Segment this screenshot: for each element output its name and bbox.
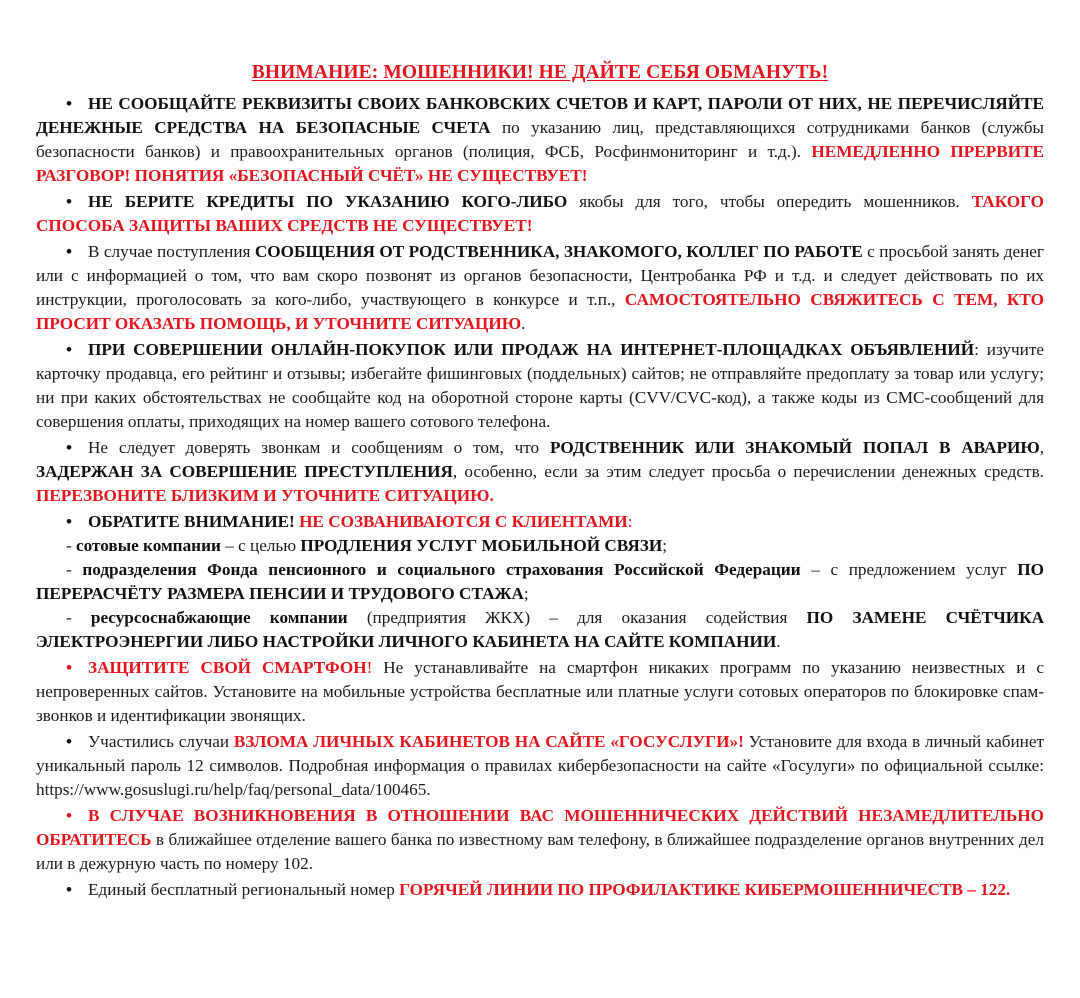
dash-item-utilities: - ресурсоснабжающие компании (предприятия ЖКХ) – для оказания содействия ПО ЗАМЕНЕ СЧЁТЧИКА ЭЛЕКТРОЭНЕРГИИ ЛИБО НАСТРОЙКИ ЛИЧНОГО КАБИНЕТА НА САЙТЕ КОМПАНИИ.	[36, 608, 1044, 651]
paragraph-hotline: • Единый бесплатный региональный номер ГОРЯЧЕЙ ЛИНИИ ПО ПРОФИЛАКТИКЕ КИБЕРМОШЕННИЧЕСТВ – 122.	[36, 878, 1044, 902]
bullet-icon: •	[66, 806, 73, 825]
dash-item-pension-fund: - подразделения Фонда пенсионного и социального страхования Российской Федерации – с предложением услуг ПО ПЕРЕРАСЧЁТУ РАЗМЕРА ПЕНСИИ И ТРУДОВОГО СТАЖА;	[36, 560, 1044, 603]
bullet-icon: •	[66, 438, 73, 457]
document-title: ВНИМАНИЕ: МОШЕННИКИ! НЕ ДАЙТЕ СЕБЯ ОБМАНУТЬ!	[251, 62, 829, 83]
paragraph-report-fraud: • В СЛУЧАЕ ВОЗНИКНОВЕНИЯ В ОТНОШЕНИИ ВАС МОШЕННИЧЕСКИХ ДЕЙСТВИЙ НЕЗАМЕДЛИТЕЛЬНО ОБРАТИТЕСЬ в ближайшее отделение вашего банка по известному вам телефону, в ближайшее подразделение органов внутренних дел или в дежурную часть по номеру 102.	[36, 806, 1044, 873]
bullet-icon: •	[66, 94, 73, 113]
bullet-icon: •	[66, 880, 73, 899]
paragraph-online-shopping: • ПРИ СОВЕРШЕНИИ ОНЛАЙН-ПОКУПОК ИЛИ ПРОДАЖ НА ИНТЕРНЕТ-ПЛОЩАДКАХ ОБЪЯВЛЕНИЙ: изучите карточку продавца, его рейтинг и отзывы; избегайте фишинговых (поддельных) сайтов; не отправляйте предоплату за товар или услугу; ни при каких обстоятельствах не сообщайте код на оборотной стороне карты (CVV/CVC-код), а также коды из СМС-сообщений для совершения оплаты, приходящих на номер вашего сотового телефона.	[36, 340, 1044, 431]
dash-marker: -	[66, 608, 72, 627]
paragraph-credits: • НЕ БЕРИТЕ КРЕДИТЫ ПО УКАЗАНИЮ КОГО-ЛИБО якобы для того, чтобы опередить мошенников. ТАКОГО СПОСОБА ЗАЩИТЫ ВАШИХ СРЕДСТВ НЕ СУЩЕСТВУЕТ!	[36, 192, 1044, 235]
dash-marker: -	[66, 536, 72, 555]
bullet-icon: •	[66, 242, 73, 261]
paragraph-relatives-messages: • В случае поступления СООБЩЕНИЯ ОТ РОДСТВЕННИКА, ЗНАКОМОГО, КОЛЛЕГ ПО РАБОТЕ с просьбой занять денег или с информацией о том, что вам скоро позвонят из органов безопасности, Центробанка РФ и т.д. и следует действовать по их инструкции, проголосовать за кого-либо, участвующего в конкурсе и т.п., САМОСТОЯТЕЛЬНО СВЯЖИТЕСЬ С ТЕМ, КТО ПРОСИТ ОКАЗАТЬ ПОМОЩЬ, И УТОЧНИТЕ СИТУАЦИЮ.	[36, 242, 1044, 333]
bullet-icon: •	[66, 340, 73, 359]
paragraph-bank-details: • НЕ СООБЩАЙТЕ РЕКВИЗИТЫ СВОИХ БАНКОВСКИХ СЧЕТОВ И КАРТ, ПАРОЛИ ОТ НИХ, НЕ ПЕРЕЧИСЛЯЙТЕ ДЕНЕЖНЫЕ СРЕДСТВА НА БЕЗОПАСНЫЕ СЧЕТА по указанию лиц, представляющихся сотрудниками банков (службы безопасности банков) и правоохранительных органов (полиция, ФСБ, Росфинмониторинг и т.д.). НЕМЕДЛЕННО ПРЕРВИТЕ РАЗГОВОР! ПОНЯТИЯ «БЕЗОПАСНЫЙ СЧЁТ» НЕ СУЩЕСТВУЕТ!	[36, 94, 1044, 185]
dash-item-mobile: - сотовые компании – с целью ПРОДЛЕНИЯ УСЛУГ МОБИЛЬНОЙ СВЯЗИ;	[66, 536, 668, 555]
paragraph-gosuslugi: • Участились случаи ВЗЛОМА ЛИЧНЫХ КАБИНЕТОВ НА САЙТЕ «ГОСУСЛУГИ»! Установите для входа в личный кабинет уникальный пароль 12 символов. Подробная информация о правилах кибербезопасности на сайте «Госулуги» по официальной ссылке: https://www.gosuslugi.ru/help/faq/personal_data/100465.	[36, 732, 1044, 799]
paragraph-attention: • ОБРАТИТЕ ВНИМАНИЕ! НЕ СОЗВАНИВАЮТСЯ С КЛИЕНТАМИ:	[36, 510, 1044, 534]
paragraph-smartphone: • ЗАЩИТИТЕ СВОЙ СМАРТФОН! Не устанавливайте на смартфон никаких программ по указанию неизвестных и с непроверенных сайтов. Установите на мобильные устройства бесплатные или платные услуги сотовых операторов по блокировке спам-звонков и идентификации звонящих.	[36, 658, 1044, 725]
dash-marker: -	[66, 560, 72, 579]
bullet-icon: •	[66, 512, 73, 531]
paragraph-accident-calls: • Не следует доверять звонкам и сообщениям о том, что РОДСТВЕННИК ИЛИ ЗНАКОМЫЙ ПОПАЛ В АВАРИЮ, ЗАДЕРЖАН ЗА СОВЕРШЕНИЕ ПРЕСТУПЛЕНИЯ, особенно, если за этим следует просьба о перечислении денежных средств. ПЕРЕЗВОНИТЕ БЛИЗКИМ И УТОЧНИТЕ СИТУАЦИЮ.	[36, 438, 1044, 505]
bullet-icon: •	[66, 658, 73, 677]
bullet-icon: •	[66, 192, 73, 211]
bullet-icon: •	[66, 732, 73, 751]
